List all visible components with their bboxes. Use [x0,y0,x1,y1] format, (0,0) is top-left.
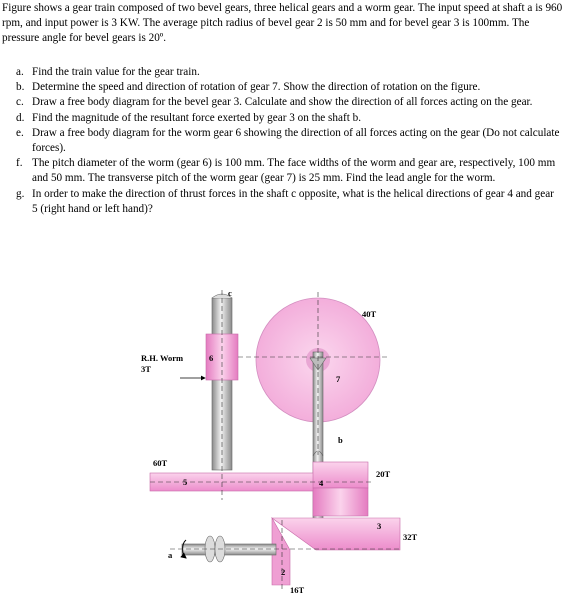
question-letter: g. [16,187,25,200]
label-6: 6 [209,353,214,363]
question-letter: f. [16,157,23,170]
question-item-g [16,187,562,217]
question-text: Find the magnitude of the resultant force exerted by gear 3 on the shaft b. [32,111,361,124]
question-item-f [16,156,562,186]
label-b: b [338,435,343,445]
label-60T: 60T [153,458,168,468]
label-a: a [168,550,173,560]
label-32T: 32T [403,532,418,542]
gear-train-figure [0,270,568,598]
question-item-d [16,111,562,126]
label-16T: 16T [290,585,305,595]
shaft-a [182,544,276,555]
question-item-a [16,65,562,80]
question-text: Draw a free body diagram for the bevel gear 3. Calculate and show the direction of all forces acting on the gear. [32,96,533,109]
gear-4-hub [313,488,368,516]
label-2: 2 [281,567,286,577]
label-20T: 20T [376,469,391,479]
question-letter: b. [16,81,25,94]
label-c: c [228,288,232,298]
label-5: 5 [183,477,188,487]
label-3: 3 [377,521,382,531]
label-40T: 40T [362,309,377,319]
question-item-b [16,80,562,95]
label-rh-worm: R.H. Worm [141,353,184,363]
label-4: 4 [319,478,324,488]
problem-intro: Figure shows a gear train composed of two bevel gears, three helical gears and a worm gear. The input speed at shaft a is 960 rpm, and input power is 3 KW. The average pitch radius of bevel gear 2 is 50 mm and for bevel gear 3 is 100mm. The pressure angle for bevel gears is 20º. [2,2,563,45]
question-item-c [16,95,562,110]
question-letter: d. [16,111,25,124]
question-list [16,65,562,217]
label-3T: 3T [141,364,151,374]
question-letter: c. [16,96,24,109]
question-item-e [16,126,562,156]
question-letter: e. [16,126,24,139]
question-text: The pitch diameter of the worm (gear 6) is 100 mm. The face widths of the worm and gear are, respectively, 100 mm and 50 mm. The transverse pitch of the worm gear (gear 7) is 25 mm. Find the lead angle for the worm. [32,157,556,185]
question-text: In order to make the direction of thrust forces in the shaft c opposite, what is the helical directions of gear 4 and gear 5 (right hand or left hand)? [32,187,554,215]
question-text: Determine the speed and direction of rotation of gear 7. Show the direction of rotation on the figure. [32,81,481,94]
question-letter: a. [16,66,24,78]
label-7: 7 [336,374,341,384]
question-text: Find the train value for the gear train. [32,66,200,78]
question-text: Draw a free body diagram for the worm gear 6 showing the direction of all forces acting on the gear (Do not calculate forces). [32,126,560,155]
